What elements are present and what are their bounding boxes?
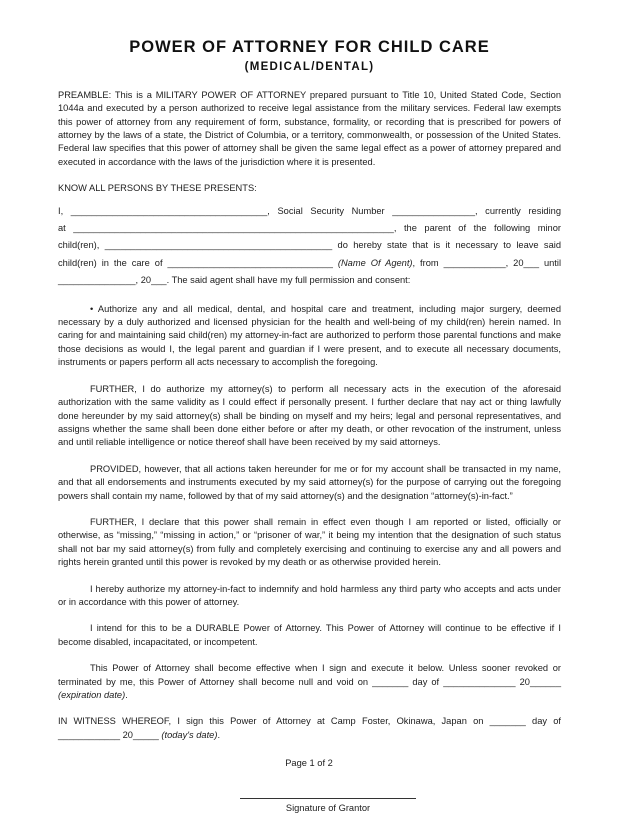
grantor-fill-in-block	[58, 203, 561, 290]
provided-paragraph: PROVIDED, however, that all actions taken hereunder for me or for my account shall be transacted in my name, and that all endorsements and instruments executed by my said attorney(s) for the purpose of carrying out the foregoing powers shall contain my name, followed by that of my said attorney(s) and the designation “attorney(s)-in-fact.”	[58, 463, 561, 501]
document-subtitle: (MEDICAL/DENTAL)	[244, 61, 375, 74]
fill-line-name-ssn: I, ______________________________________, Social Security Number ________________, currently residing	[58, 205, 561, 216]
fill-line-children: child(ren), ____________________________________________ do hereby state that is it necessary to leave said	[58, 240, 561, 251]
fill-line-agent	[58, 255, 561, 272]
fill-line-until-date: _______________, 20___. The said agent shall have my full permission and consent:	[58, 275, 411, 286]
witness-period: .	[217, 729, 221, 740]
name-of-agent-label: (Name Of Agent)	[337, 257, 413, 268]
todays-date-label: (today's date)	[161, 729, 218, 740]
indemnify-paragraph: I hereby authorize my attorney-in-fact to indemnify and hold harmless any third party who accepts and acts under or in accordance with this power of attorney.	[58, 583, 561, 607]
further-missing-status-paragraph: FURTHER, I declare that this power shall remain in effect even though I am reported or listed, officially or otherwise, as “missing,” “missing in action,” or “prisoner of war,” it being my intention that the designation of such status shall not bar my said attorney(s) from fully and completely exercising and continuing to exercise any and all powers and rights herein granted until this power is revoked by my death or as otherwise provided herein.	[58, 516, 561, 568]
authorize-care-paragraph: • Authorize any and all medical, dental, and hospital care and treatment, including major surgery, deemed necessary by a duly authorized and licensed physician for the health and well-being of my child(ren) herein named. In caring for and maintaining said child(ren) my attorney-in-fact are authorized to perform those parental functions and make those decisions as would I, the legal parent and guardian if I were present, and to execute all necessary documents, instruments or papers perform all acts necessary to accomplish the foregoing.	[58, 303, 561, 368]
effective-date-paragraph	[58, 662, 561, 702]
expiration-date-label: (expiration date)	[58, 690, 126, 700]
witness-text: IN WITNESS WHEREOF, I sign this Power of Attorney at Camp Foster, Okinawa, Japan on _______ day of ____________ 20_____	[58, 716, 561, 740]
signature-label: Signature of Grantor	[285, 803, 371, 814]
fill-line-address: at ______________________________________________________________, the parent of the following minor	[58, 223, 561, 234]
preamble-paragraph: PREAMBLE: This is a MILITARY POWER OF ATTORNEY prepared pursuant to Title 10, United Stated Code, Section 1044a and executed by a person authorized to receive legal assistance from the military services. Federal law exempts this power of attorney from any requirement of form, substance, formality, or recording that is prescribed for powers of attorney by the laws of a state, the District of Columbia, or a territory, commonwealth, or possession of the United States. Federal law specifies that this power of attorney shall be given the same legal effect as a power of attorney prepared and executed in accordance with the laws of the jurisdiction where it is presented.	[58, 89, 561, 167]
witness-paragraph	[58, 715, 561, 742]
effective-date-period: .	[125, 690, 128, 700]
fill-line-agent-post: , from ____________, 20___ until	[412, 257, 562, 268]
page-number: Page 1 of 2	[285, 757, 333, 768]
effective-date-text: This Power of Attorney shall become effective when I sign and execute it below. Unless sooner revoked or terminated by me, this Power of Attorney shall become null and void on _______ day of ______________ 20______	[58, 663, 561, 687]
durable-paragraph: I intend for this to be a DURABLE Power of Attorney. This Power of Attorney will continue to be effective if I become disabled, incapacitated, or incompetent.	[58, 623, 561, 647]
document-title: POWER OF ATTORNEY FOR CHILD CARE	[129, 38, 490, 56]
know-heading: KNOW ALL PERSONS BY THESE PRESENTS:	[58, 183, 257, 194]
fill-line-agent-pre: child(ren) in the care of ________________________________	[58, 257, 338, 268]
signature-line	[240, 798, 416, 815]
further-authorize-paragraph: FURTHER, I do authorize my attorney(s) to perform all necessary acts in the execution of the aforesaid authorization with the same validity as I could effect if personally present. I further declare that nay act or thing lawfully done hereunder by my said attorney(s) shall be binding on myself and my heirs; legal and personal representatives, and assigns whether the same shall been done either before or after my death, or other revocation of the instrument, unless and until reliable intelligence or notice thereof shall have been received by my said attorneys.	[58, 383, 561, 448]
